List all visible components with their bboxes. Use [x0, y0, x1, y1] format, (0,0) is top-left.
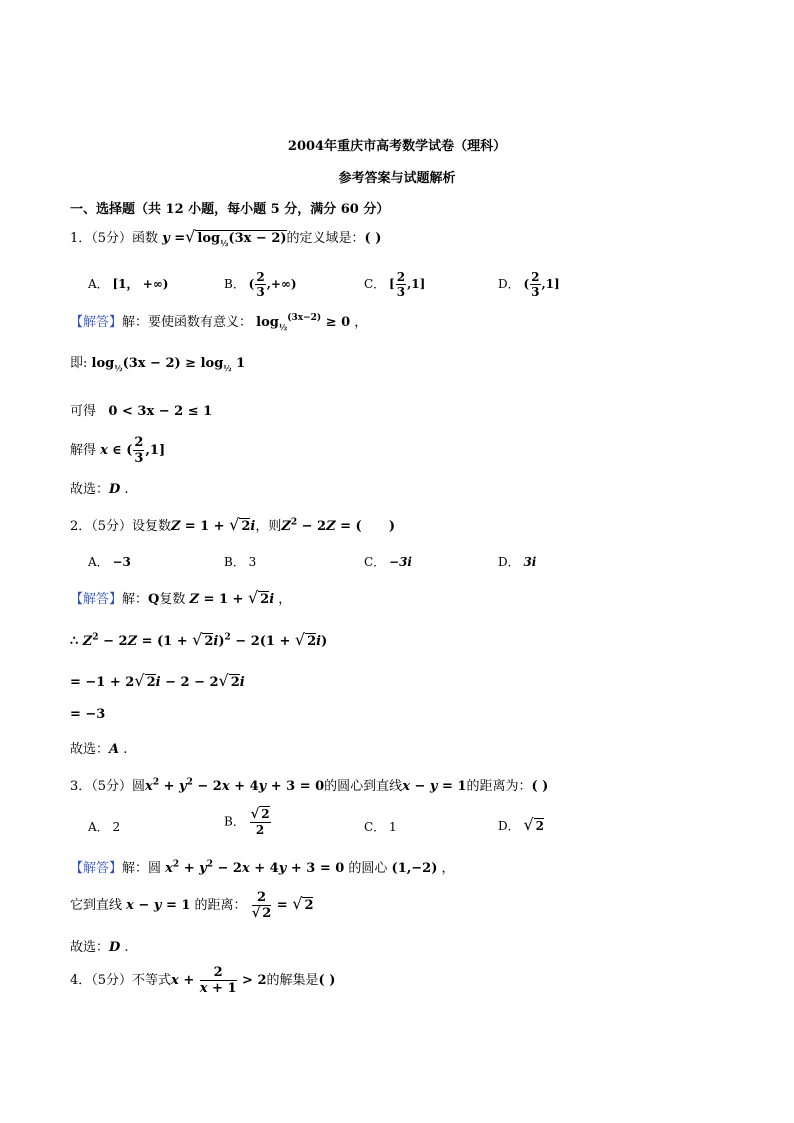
q1-option-a: A． [1， +∞)	[88, 277, 169, 291]
q3-option-a: A． 2	[88, 820, 121, 834]
q1-answer-line-2: 即: $\log_{\frac{1}{2}}(3x - 2) \ge \log_{\frac{1}{2}} 1$	[70, 356, 246, 373]
q1-stem: 1．（5分）函数 y =√ $\log_{\frac{1}{2}}(3x - 2)$的定义域是：( )	[70, 227, 382, 248]
q1-answer-line-3: 可得 0 < 3x − 2 ≤ 1	[70, 404, 213, 419]
q3-option-c: C． 1	[364, 820, 397, 834]
q4-stem: 4．（5分）不等式x + $\frac{2}{x + 1}$ > 2的解集是( )	[70, 965, 336, 996]
q2-option-c: C． −3i	[364, 555, 412, 569]
q1-option-c: C． [ $\frac{2}{3}$ ,1]	[364, 270, 426, 299]
q3-answer-line-3: 故选：D .	[70, 940, 129, 955]
q2-answer-line-5: 故选：A .	[70, 742, 128, 757]
q3-option-d: D． √ 2	[498, 815, 545, 834]
q1-answer-line-5: 故选：D .	[70, 482, 129, 497]
answer-tag: 【解答】	[70, 315, 123, 330]
q2-option-b: B． 3	[224, 555, 257, 569]
q1-answer-line-4: 解得 x ∈ ( $\frac{2}{3}$ ,1]	[70, 435, 166, 466]
page-subtitle: 参考答案与试题解析	[338, 171, 456, 186]
q2-answer-line-2: ∴ $Z^2 - 2Z = (1$ + √ 2i)$^2$ − 2(1 + √ 2i)	[70, 630, 328, 649]
q2-stem: 2．（5分）设复数Z = 1 + √ 2i，则$Z^2 - 2Z$ = ( )	[70, 515, 395, 534]
q1-formula: y =	[162, 231, 186, 246]
q2-option-a: A． −3	[88, 555, 131, 569]
q1-answer-line-1: 【解答】解：要使函数有意义： $\log_{\frac{1}{2}}^{(3x-2)} \ge 0$ ，	[70, 313, 368, 332]
q2-answer-line-1: 【解答】解：Q复数 Z = 1 + √ 2i ，	[70, 588, 292, 607]
q3-option-b: B． $\frac{√ 2}{2}$	[224, 807, 270, 837]
q2-option-d: D． 3i	[498, 555, 537, 569]
q2-answer-line-3: = −1 + 2√ 2i − 2 − 2√ 2i	[70, 671, 245, 690]
q1-option-b: B． ( $\frac{2}{3}$ ,+∞)	[224, 270, 297, 299]
q3-answer-line-2: 它到直线 x − y = 1 的距离： $\frac{2}{√ 2}$ = √ 2	[70, 890, 314, 921]
q1-option-d: D． ( $\frac{2}{3}$ ,1]	[498, 270, 560, 299]
q3-stem: 3．（5分）圆$x^2 + y^2 - 2x + 4y + 3 = 0$的圆心到直线x − y = 1的距离为：( )	[70, 777, 549, 794]
section-heading: 一、选择题（共 12 小题，每小题 5 分，满分 60 分）	[70, 202, 390, 217]
page-title: 2004年重庆市高考数学试卷（理科）	[287, 139, 507, 154]
q3-answer-line-1: 【解答】解：圆 $x^2 + y^2 - 2x + 4y + 3 = 0$ 的圆心 (1,−2) ，	[70, 859, 455, 876]
q2-answer-line-4: = −3	[70, 707, 106, 722]
